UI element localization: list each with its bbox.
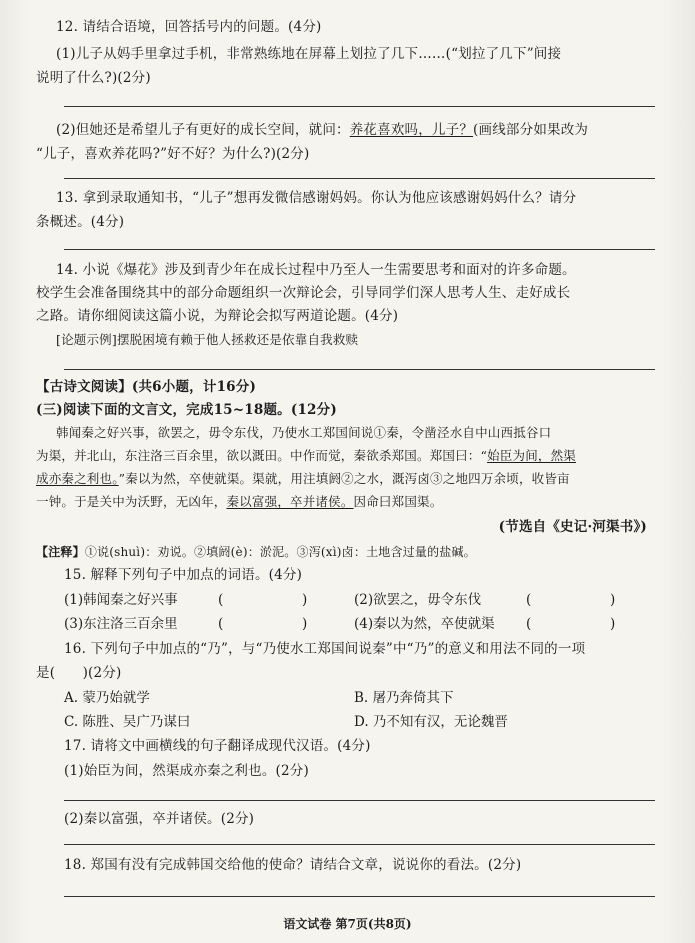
q15-paren-open: ( [218, 592, 224, 608]
q17-sentence1: (1)始臣为间，然渠成亦秦之利也。(2分) [64, 763, 309, 779]
q12-part2-text-b: (画线部分如果改为 [473, 122, 589, 138]
q12-part2-line1 [56, 121, 659, 139]
answer-line [64, 844, 655, 845]
q14-line1: 14. 小说《爆花》涉及到青少年在成长过程中乃至人一生需要思考和面对的许多命题。 [56, 262, 576, 278]
q15-paren-open: ( [526, 592, 532, 608]
q15-paren-open: ( [526, 616, 532, 632]
notes-text: ①说(shuì)：劝说。②填阏(è)：淤泥。③泻(xì)卤：土地含过量的盐碱。 [84, 545, 476, 559]
q15-stem: 15. 解释下列句子中加点的词语。(4分) [64, 567, 303, 583]
answer-line [64, 896, 655, 897]
notes-label: 【注释】 [36, 545, 85, 559]
q16-option-a: A. 蒙乃始就学 [64, 690, 150, 706]
passage-underlined: 秦以富强，卒并诸侯。 [226, 494, 354, 509]
answer-line [64, 178, 655, 179]
q13-line1: 13. 拿到录取通知书，“儿子”想再发微信感谢妈妈。你认为他应该感谢妈妈什么？请分 [56, 190, 577, 206]
passage-underlined: 成亦秦之利也。 [36, 471, 119, 486]
page-footer: 语文试卷 第7页(共8页) [283, 917, 412, 931]
q14-example: [论题示例]摆脱困境有赖于他人拯救还是依靠自我救赎 [56, 332, 359, 347]
section-subheader: (三)阅读下面的文言文，完成15~18题。(12分) [36, 402, 337, 418]
q15-paren-close: ) [302, 616, 308, 632]
q12-part2-line2: “儿子，喜欢养花吗?”好不好？为什么?)(2分) [36, 146, 310, 162]
q15-paren-close: ) [610, 592, 616, 608]
passage-text: 因命曰郑国渠。 [353, 494, 443, 509]
q14-line2: 校学生会准备围绕其中的部分命题组织一次辩论会，引导同学们深人思考人生、走好成长 [36, 285, 571, 301]
q17-stem: 17. 请将文中画横线的句子翻译成现代汉语。(4分) [64, 738, 371, 754]
passage-source: (节选自《史记·河渠书》) [498, 519, 647, 535]
q16-option-d: D. 乃不知有汉，无论魏晋 [354, 714, 508, 730]
q12-part2-underlined: 养花喜欢吗，儿子？ [349, 122, 474, 138]
passage-underlined: 始臣为间，然渠 [487, 448, 576, 463]
q12-part2-text-a: (2)但她还是希望儿子有更好的成长空间，就问： [56, 122, 350, 138]
passage-text: ”秦以为然，卒使就渠。渠就，用注填阏②之水，溉泻卤③之地四万余顷，收皆亩 [118, 471, 570, 486]
answer-line [64, 249, 655, 250]
section-header: 【古诗文阅读】(共6小题，计16分) [36, 379, 257, 395]
q16-option-b: B. 屠乃奔倚其下 [354, 690, 454, 706]
q16-line2: 是( )(2分) [36, 665, 122, 681]
q14-line3: 之路。请你细阅读这篇小说，为辩论会拟写两道论题。(4分) [36, 308, 399, 324]
passage-line4 [36, 493, 659, 511]
q17-sentence2: (2)秦以富强，卒并诸侯。(2分) [64, 811, 255, 827]
q12-part1-line1: (1)儿子从妈手里拿过手机，非常熟练地在屏幕上划拉了几下……(“划拉了几下”间接 [56, 46, 562, 62]
passage-line2 [36, 447, 659, 465]
q13-line2: 条概述。(4分) [36, 214, 125, 230]
q18-stem: 18. 郑国有没有完成韩国交给他的使命？请结合文章，说说你的看法。(2分) [64, 857, 522, 873]
passage-line3 [36, 470, 659, 488]
q12-stem: 12. 请结合语境，回答括号内的问题。(4分) [56, 19, 322, 35]
q12-part1-line2: 说明了什么?)(2分) [36, 70, 151, 86]
passage-text: 一钟。于是关中为沃野，无凶年， [36, 494, 227, 509]
q16-option-c: C. 陈胜、吴广乃谋曰 [64, 714, 191, 730]
answer-line [64, 106, 655, 107]
q15-item3: (3)东注洛三百余里 [64, 616, 178, 632]
q15-item2: (2)欲罢之，毋令东伐 [354, 592, 482, 608]
q15-paren-close: ) [610, 616, 616, 632]
answer-line [64, 800, 655, 801]
q15-paren-open: ( [218, 616, 224, 632]
answer-line [64, 369, 655, 370]
passage-line1: 韩闻秦之好兴事，欲罢之，毋令东伐，乃使水工郑国间说①秦，令凿泾水自中山西抵谷口 [56, 425, 552, 440]
notes [36, 543, 659, 561]
q15-paren-close: ) [302, 592, 308, 608]
q16-line1: 16. 下列句子中加点的“乃”，与“乃使水工郑国间说秦”中“乃”的意义和用法不同的一项 [64, 641, 586, 657]
q15-item1: (1)韩闻秦之好兴事 [64, 592, 178, 608]
passage-text: 为渠，并北山，东注洛三百余里，欲以溉田。中作而觉，秦欲杀郑国。郑国曰：“ [36, 448, 488, 463]
q15-item4: (4)秦以为然，卒使就渠 [354, 616, 495, 632]
